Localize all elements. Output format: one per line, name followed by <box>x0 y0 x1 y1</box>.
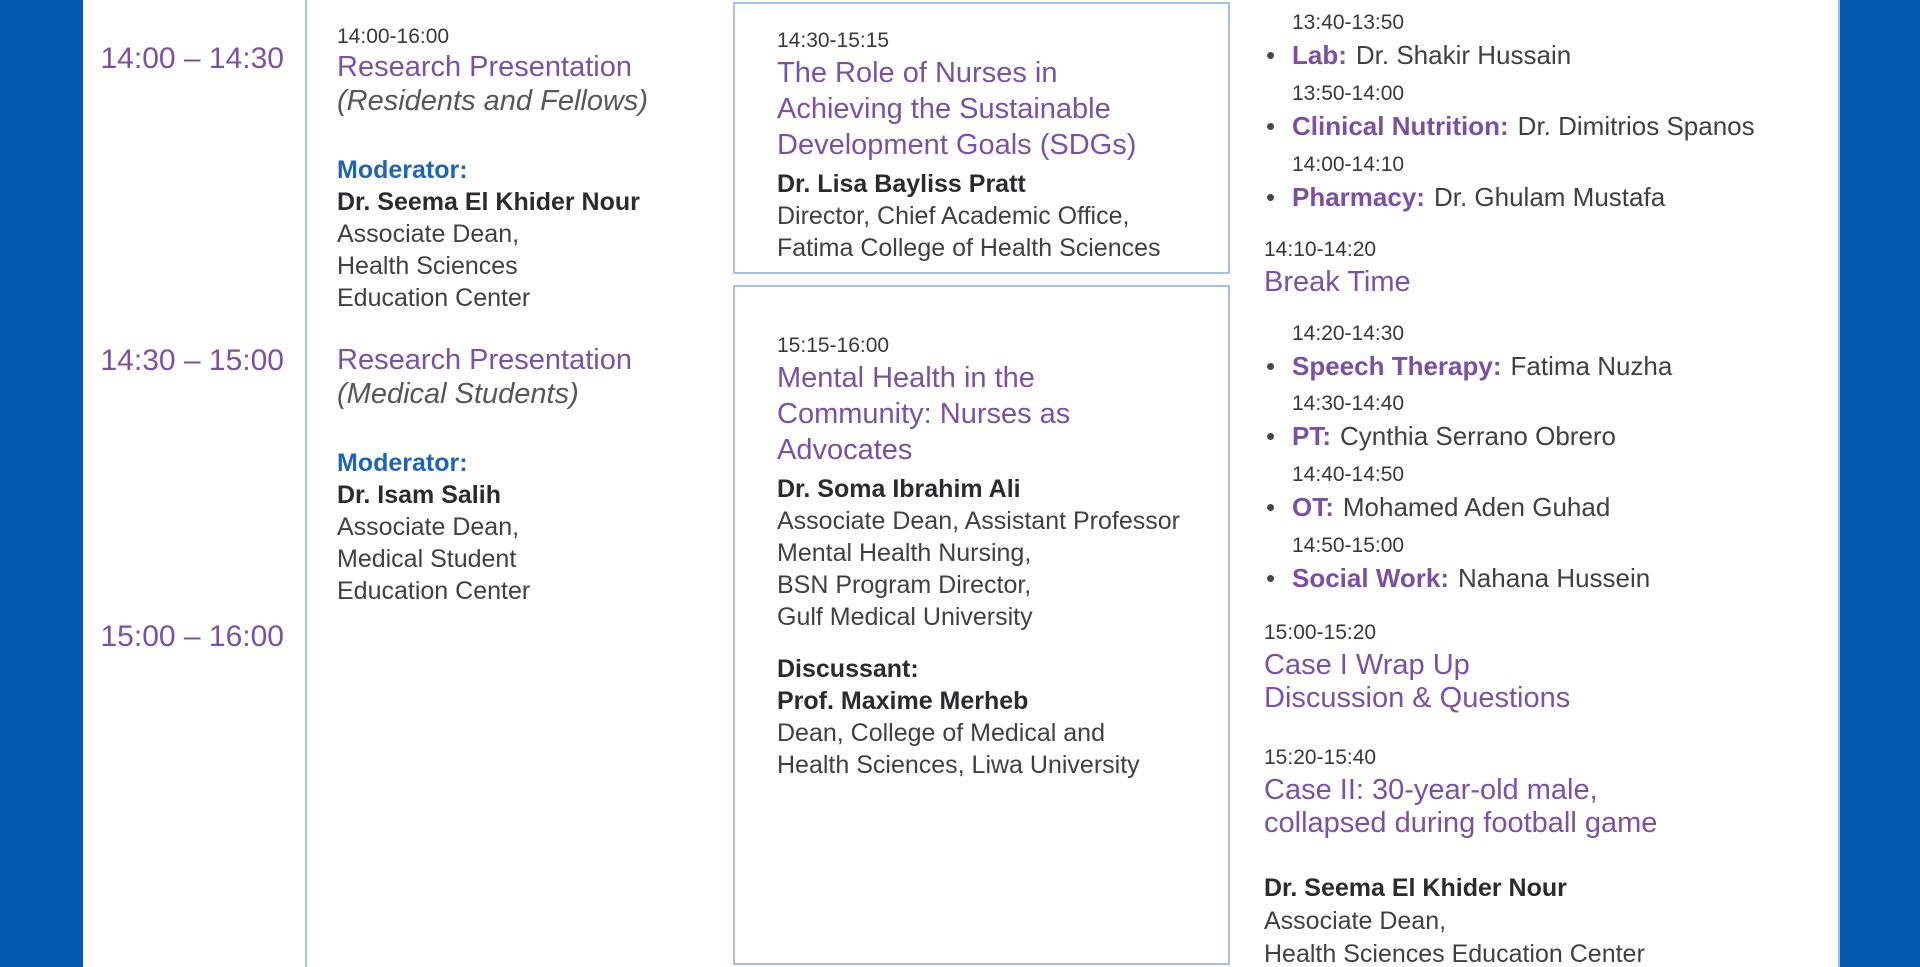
agenda-item <box>1264 391 1616 452</box>
moderator-label: Moderator: <box>337 449 468 477</box>
bullet-icon: • <box>1266 351 1276 381</box>
card-time: 15:15-16:00 <box>777 334 890 357</box>
session-title: Research Presentation <box>337 344 632 376</box>
agenda-time: 14:00-14:10 <box>1292 153 1405 176</box>
sessions-column <box>337 0 722 967</box>
session-title: Research Presentation <box>337 51 632 83</box>
agenda-time: 13:40-13:50 <box>1292 11 1405 34</box>
discussant-label: Discussant: <box>777 655 919 683</box>
agenda-time: 14:10-14:20 <box>1264 238 1377 261</box>
speaker-title-line: BSN Program Director, <box>777 571 1032 599</box>
card-title-line: Community: Nurses as <box>777 398 1071 430</box>
card-time: 14:30-15:15 <box>777 29 890 52</box>
bullet-icon: • <box>1266 40 1276 70</box>
moderator-title-line: Education Center <box>337 284 531 312</box>
agenda-item <box>1264 321 1672 382</box>
session-card <box>733 2 1230 274</box>
right-blue-bar <box>1838 0 1920 967</box>
bullet-icon: • <box>1266 182 1276 212</box>
left-blue-bar <box>0 0 83 967</box>
discussant-title-line: Health Sciences, Liwa University <box>777 751 1140 779</box>
agenda-item <box>1264 745 1657 840</box>
bullet-icon: • <box>1266 421 1276 451</box>
time-column <box>83 0 284 967</box>
agenda-time: 15:00-15:20 <box>1264 621 1377 644</box>
agenda-column <box>1264 0 1844 967</box>
agenda-time: 15:20-15:40 <box>1264 746 1377 769</box>
speaker-title-line: Director, Chief Academic Office, <box>777 202 1130 230</box>
bullet-icon: • <box>1266 492 1276 522</box>
card-title-line: Advocates <box>777 434 913 466</box>
card-title-line: Achieving the Sustainable <box>777 93 1111 125</box>
agenda-footer-name: Dr. Seema El Khider Nour <box>1264 874 1567 902</box>
agenda-label: OT: <box>1292 492 1334 522</box>
agenda-name: Cynthia Serrano Obrero <box>1340 421 1617 451</box>
speaker-name: Dr. Lisa Bayliss Pratt <box>777 170 1026 198</box>
moderator-title-line: Associate Dean, <box>337 220 520 248</box>
speaker-name: Dr. Soma Ibrahim Ali <box>777 475 1021 503</box>
agenda-label: Social Work: <box>1292 563 1450 593</box>
moderator-name: Dr. Seema El Khider Nour <box>337 188 640 216</box>
agenda-time: 14:20-14:30 <box>1292 322 1405 345</box>
speaker-title-line: Associate Dean, Assistant Professor <box>777 507 1180 535</box>
column-divider-line <box>305 0 307 967</box>
agenda-item <box>1264 81 1755 142</box>
speaker-title-line: Mental Health Nursing, <box>777 539 1032 567</box>
agenda-heading: Case II: 30-year-old male, <box>1264 774 1598 806</box>
agenda-name: Mohamed Aden Guhad <box>1342 492 1611 522</box>
moderator-label: Moderator: <box>337 156 468 184</box>
moderator-name: Dr. Isam Salih <box>337 481 501 509</box>
agenda-heading: Discussion & Questions <box>1264 682 1571 714</box>
card-title-line: The Role of Nurses in <box>777 57 1058 89</box>
time-slot: 14:30 – 15:00 <box>100 344 284 377</box>
moderator-title-line: Health Sciences <box>337 252 518 280</box>
moderator-title-line: Education Center <box>337 577 531 605</box>
session-block <box>337 24 722 314</box>
card-title-line: Mental Health in the <box>777 362 1035 394</box>
agenda-time: 14:40-14:50 <box>1292 463 1405 486</box>
agenda-time: 14:50-15:00 <box>1292 534 1405 557</box>
time-slot: 15:00 – 16:00 <box>100 620 284 653</box>
agenda-footer-line: Associate Dean, <box>1264 907 1447 935</box>
agenda-name: Dr. Shakir Hussain <box>1355 40 1572 70</box>
agenda-item <box>1264 533 1650 594</box>
agenda-time: 14:30-14:40 <box>1292 392 1405 415</box>
agenda-name: Fatima Nuzha <box>1510 351 1673 381</box>
moderator-title-line: Associate Dean, <box>337 513 520 541</box>
agenda-name: Dr. Ghulam Mustafa <box>1433 182 1666 212</box>
agenda-item <box>1264 10 1571 71</box>
agenda-label: Lab: <box>1292 40 1347 70</box>
agenda-label: PT: <box>1292 421 1331 451</box>
session-card <box>733 285 1230 965</box>
discussant-title-line: Dean, College of Medical and <box>777 719 1105 747</box>
agenda-item <box>1264 152 1665 213</box>
bullet-icon: • <box>1266 111 1276 141</box>
agenda-heading: collapsed during football game <box>1264 807 1658 839</box>
session-subtitle: (Residents and Fellows) <box>337 85 649 117</box>
agenda-heading: Case I Wrap Up <box>1264 649 1470 681</box>
session-subtitle: (Medical Students) <box>337 378 579 410</box>
card-title-line: Development Goals (SDGs) <box>777 129 1137 161</box>
time-slot: 14:00 – 14:30 <box>100 42 284 75</box>
session-block <box>337 343 722 607</box>
agenda-footer <box>1264 872 1645 967</box>
agenda-item <box>1264 462 1610 523</box>
agenda-time: 13:50-14:00 <box>1292 82 1405 105</box>
agenda-name: Nahana Hussein <box>1458 563 1651 593</box>
session-time: 14:00-16:00 <box>337 25 450 48</box>
agenda-footer-line: Health Sciences Education Center <box>1264 940 1645 967</box>
agenda-label: Clinical Nutrition: <box>1292 111 1509 141</box>
agenda-label: Pharmacy: <box>1292 182 1425 212</box>
agenda-name: Dr. Dimitrios Spanos <box>1517 111 1755 141</box>
moderator-title-line: Medical Student <box>337 545 517 573</box>
speaker-title-line: Fatima College of Health Sciences <box>777 234 1161 262</box>
agenda-label: Speech Therapy: <box>1292 351 1502 381</box>
discussant-name: Prof. Maxime Merheb <box>777 687 1029 715</box>
agenda-item <box>1264 237 1411 299</box>
agenda-heading: Break Time <box>1264 266 1411 298</box>
speaker-title-line: Gulf Medical University <box>777 603 1033 631</box>
bullet-icon: • <box>1266 563 1276 593</box>
agenda-item <box>1264 620 1570 715</box>
